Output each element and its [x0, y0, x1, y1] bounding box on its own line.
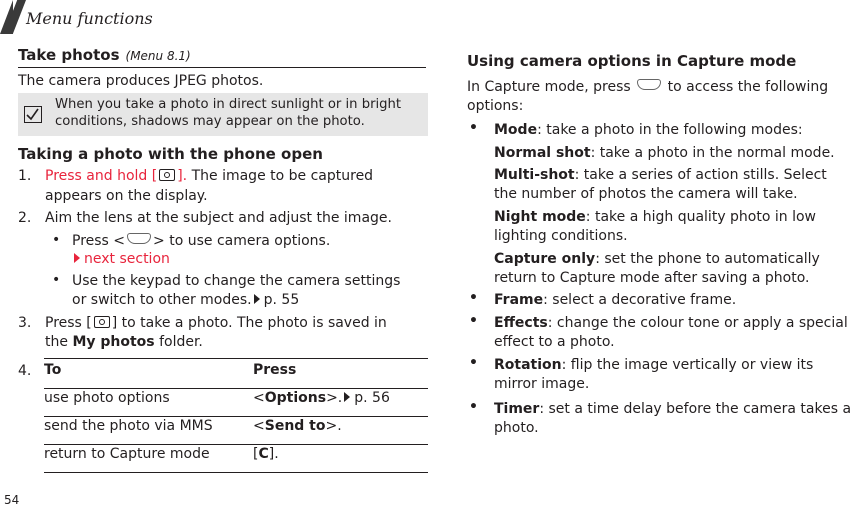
- table-row-to: return to Capture mode: [44, 446, 210, 462]
- mode-normal: Normal shot: take a photo in the normal mode.: [494, 145, 835, 161]
- step-3-number: 3.: [18, 315, 32, 331]
- table-row-press: <Send to>.: [253, 418, 342, 434]
- mode-multi: Multi-shot: take a series of action stills. Select: [494, 167, 827, 183]
- arrow-icon: [254, 294, 260, 304]
- camera-key-icon: [94, 316, 110, 328]
- table-row-to: use photo options: [44, 390, 170, 406]
- bullet-dot: •: [469, 355, 478, 371]
- table-top-rule: [44, 358, 428, 359]
- option-timer-line-2: photo.: [494, 420, 539, 436]
- mode-night: Night mode: take a high quality photo in low: [494, 209, 816, 225]
- section-title: Take photos (Menu 8.1): [18, 46, 191, 64]
- mode-multi-line-2: the number of photos the camera will take.: [494, 186, 798, 202]
- step-3: Press [ ] to take a photo. The photo is saved in: [45, 315, 387, 331]
- step-1: Press and hold [ ]. The image to be captured: [45, 168, 374, 184]
- step-2: Aim the lens at the subject and adjust the image.: [45, 210, 392, 226]
- note-text: When you take a photo in direct sunlight or in bright conditions, shadows may appear on the photo.: [55, 97, 402, 129]
- camera-key-icon: [159, 169, 175, 181]
- bullet-dot: •: [469, 313, 478, 329]
- bullet-dot: •: [469, 290, 478, 306]
- table-row-press: <Options>. p. 56: [253, 390, 390, 406]
- option-mode: Mode: take a photo in the following modes:: [494, 122, 803, 138]
- mode-capture: Capture only: set the phone to automatically: [494, 251, 820, 267]
- option-effects-line-2: effect to a photo.: [494, 334, 615, 350]
- bullet-dot: •: [469, 120, 478, 136]
- option-effects: Effects: change the colour tone or apply a special: [494, 315, 848, 331]
- step-2-bullet-2-line-2: or switch to other modes. p. 55: [72, 292, 300, 308]
- step-4-number: 4.: [18, 363, 32, 379]
- table-rule: [44, 444, 428, 445]
- page-number: 54: [4, 493, 20, 507]
- section-intro: The camera produces JPEG photos.: [18, 73, 264, 89]
- table-rule: [44, 416, 428, 417]
- note-check-icon: [24, 106, 42, 123]
- bullet-dot: •: [52, 272, 61, 288]
- table-row-to: send the photo via MMS: [44, 418, 213, 434]
- table-bottom-rule: [44, 472, 428, 473]
- step-1-line-2: appears on the display.: [45, 188, 208, 204]
- softkey-icon: [127, 233, 151, 244]
- step-2-bullet-1: Press < > to use camera options.: [72, 233, 331, 249]
- next-section-link[interactable]: next section: [72, 249, 170, 269]
- mode-capture-line-2: return to Capture mode after saving a photo.: [494, 270, 810, 286]
- option-rotation-line-2: mirror image.: [494, 376, 590, 392]
- step-2-bullet-2: Use the keypad to change the camera settings: [72, 273, 401, 289]
- subsection-title: Taking a photo with the phone open: [18, 145, 323, 163]
- table-row-press: [C].: [253, 446, 279, 462]
- step-2-number: 2.: [18, 210, 32, 226]
- section-rule: [18, 67, 426, 68]
- arrow-icon: [74, 253, 80, 263]
- right-section-title: Using camera options in Capture mode: [467, 52, 797, 70]
- step-1-number: 1.: [18, 168, 32, 184]
- running-header: Menu functions: [26, 9, 153, 28]
- table-header-to: To: [44, 362, 62, 378]
- option-rotation: Rotation: flip the image vertically or view its: [494, 357, 814, 373]
- bullet-dot: •: [52, 232, 61, 248]
- menu-number: (Menu 8.1): [125, 49, 191, 63]
- option-timer: Timer: set a time delay before the camera takes a: [494, 401, 852, 417]
- bullet-dot: •: [469, 399, 478, 415]
- right-intro: In Capture mode, press to access the following: [467, 79, 829, 95]
- softkey-icon: [637, 79, 661, 90]
- mode-night-line-2: lighting conditions.: [494, 228, 628, 244]
- table-rule: [44, 388, 428, 389]
- table-header-press: Press: [253, 362, 297, 378]
- right-intro-line-2: options:: [467, 98, 524, 114]
- step-3-line-2: the My photos folder.: [45, 334, 203, 350]
- arrow-icon: [344, 392, 350, 402]
- option-frame: Frame: select a decorative frame.: [494, 292, 737, 308]
